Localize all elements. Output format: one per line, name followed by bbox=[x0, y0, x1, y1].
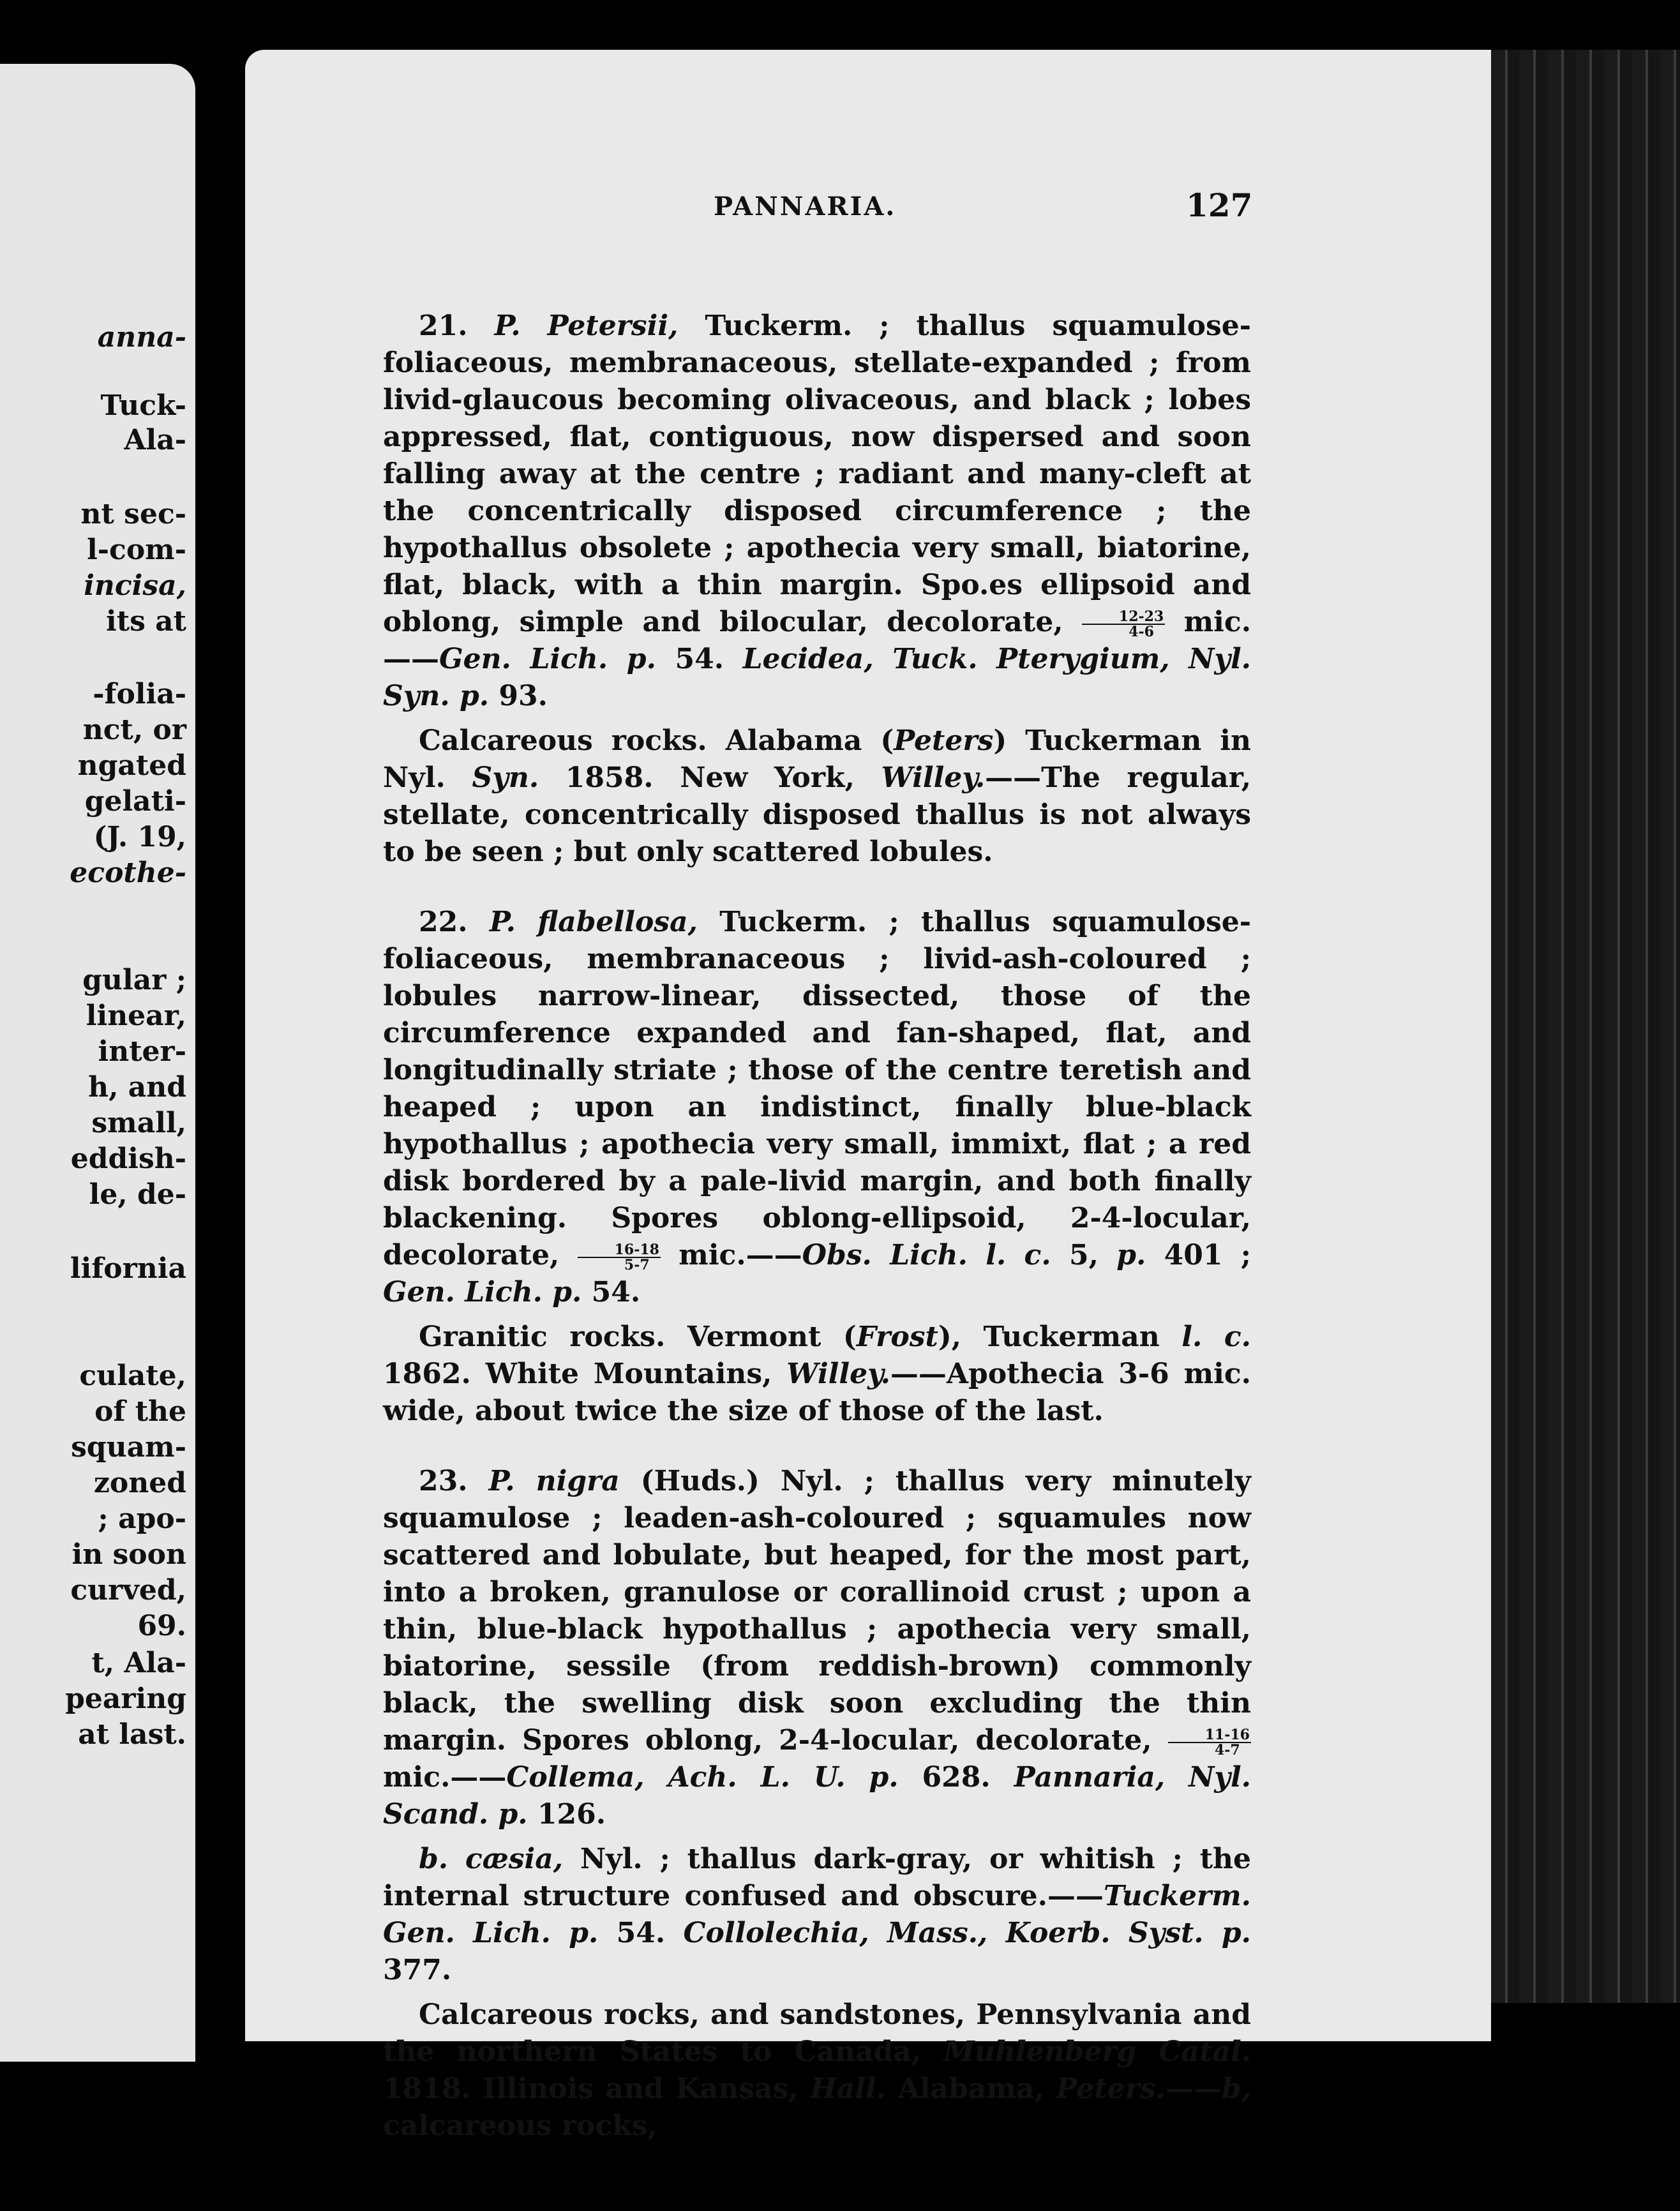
spore-size-fraction bbox=[578, 1243, 661, 1272]
left-page-fragment: incisa, bbox=[84, 569, 186, 602]
left-page-fragment: linear, bbox=[86, 1000, 186, 1032]
fraction-denominator: 5-7 bbox=[624, 1256, 650, 1273]
description-text: Tuckerm. ; thallus squamulose-foliaceous, membranaceous, stellate-expanded ; from livid-glaucous becoming olivaceous, and black ; lobes appressed, flat, contiguous, now dispersed and soon falling away at the centre ; radiant and many-cleft at the concentrically disposed circumference ; the hypothallus obsolete ; apothecia very small, biatorine, flat, black, with a thin margin. Spo.es ellipsoid and oblong, simple and bilocular, decolorate, bbox=[383, 310, 1251, 638]
collector-name: Willey. bbox=[881, 761, 986, 794]
left-page-fragment: ngated bbox=[77, 749, 186, 782]
description-text: 54. bbox=[598, 1917, 684, 1949]
fraction-numerator: 11-16 bbox=[1168, 1728, 1251, 1743]
description-text: Tuckerm. ; thallus squamulose-foliaceous, membranaceous ; livid-ash-coloured ; lobules narrow-linear, dissected, those of the circumference expanded and fan-shaped, flat, and longitudinally striate ; those of the centre teretish and heaped ; upon an indistinct, finally blue-black hypothallus ; apothecia very small, immixt, flat ; a red disk bordered by a pale-livid margin, and both finally blackening. Spores oblong-ellipsoid, 2-4-locular, decolorate, bbox=[383, 906, 1251, 1271]
description-text: 628. bbox=[898, 1761, 1014, 1794]
running-head: PANNARIA. bbox=[714, 191, 897, 221]
description-text: 54. bbox=[581, 1276, 641, 1308]
collector-name: Peters bbox=[894, 724, 994, 757]
left-page-fragment: ; apo- bbox=[98, 1503, 186, 1535]
fraction-numerator: 12-23 bbox=[1082, 610, 1165, 625]
description-text: 126. bbox=[527, 1798, 606, 1831]
entry-number: 22. bbox=[419, 906, 468, 938]
left-page-fragment: small, bbox=[91, 1107, 186, 1139]
entry-number: 23. bbox=[419, 1465, 468, 1497]
left-page-fragment: pearing bbox=[65, 1683, 186, 1715]
collector-name: Peters. bbox=[1056, 2072, 1166, 2105]
left-page-fragment: inter- bbox=[98, 1035, 186, 1068]
locality-text: 1858. New York, bbox=[539, 761, 881, 794]
page-number: 127 bbox=[1186, 186, 1253, 224]
collector-name: Hall. bbox=[810, 2072, 887, 2105]
reference: Gen. Lich. p. bbox=[383, 1276, 582, 1308]
page-body bbox=[383, 308, 1251, 2145]
reference: Collolechia, Mass., Koerb. Syst. p. bbox=[683, 1917, 1251, 1949]
left-page-fragment: ecothe- bbox=[70, 857, 186, 889]
locality-text: Calcareous rocks. Alabama ( bbox=[419, 724, 894, 757]
fraction-denominator: 4-7 bbox=[1214, 1741, 1240, 1758]
locality-text: ——Apothecia 3-6 mic. wide, about twice the size of those of the last. bbox=[383, 1358, 1251, 1427]
entry-23-variety bbox=[383, 1841, 1251, 1989]
spore-size-fraction bbox=[1168, 1728, 1251, 1757]
spore-size-fraction bbox=[1082, 610, 1165, 639]
description-text: mic.—— bbox=[383, 606, 1252, 675]
left-page-fragment: nct, or bbox=[82, 714, 186, 746]
left-page-fragment: 69. bbox=[137, 1610, 186, 1642]
collector-name: Frost bbox=[856, 1321, 938, 1353]
left-page-fragment: curved, bbox=[70, 1574, 186, 1607]
species-name: P. nigra bbox=[488, 1465, 620, 1497]
variety-ref: b, bbox=[1221, 2072, 1251, 2105]
entry-number: 21. bbox=[419, 310, 468, 342]
locality-text: Calcareous rocks, and sandstones, Pennsylvania and the northern States to Canada, bbox=[383, 1998, 1251, 2068]
left-page-fragment: its at bbox=[106, 605, 186, 638]
left-page-fragment: l-com- bbox=[87, 534, 186, 566]
left-page-fragment: t, Ala- bbox=[91, 1647, 186, 1679]
fraction-numerator: 16-18 bbox=[578, 1243, 661, 1258]
species-name: P. Petersii, bbox=[494, 310, 679, 342]
description-text: 93. bbox=[489, 680, 548, 712]
left-page-fragment: Tuck- bbox=[100, 389, 186, 422]
left-page-fragment: culate, bbox=[79, 1360, 186, 1392]
entry-23 bbox=[383, 1463, 1251, 1833]
reference: Collema, Ach. L. U. p. bbox=[506, 1761, 899, 1794]
reference: Tuckerm. Gen. Lich. p. bbox=[383, 1880, 1251, 1949]
left-page-fragment: Ala- bbox=[124, 424, 186, 456]
left-page-fragment: gular ; bbox=[82, 964, 186, 996]
description-text: mic.—— bbox=[660, 1239, 802, 1271]
left-page-fragment: le, de- bbox=[89, 1178, 186, 1211]
left-page-fragment: eddish- bbox=[70, 1143, 186, 1175]
description-text: mic.—— bbox=[383, 1761, 507, 1794]
species-name: P. flabellosa, bbox=[489, 906, 698, 938]
locality-text: —— bbox=[1165, 2072, 1222, 2105]
reference: Lecidea, Tuck. Pterygium, Nyl. Syn. p. bbox=[383, 643, 1251, 712]
left-page-fragment: zoned bbox=[93, 1467, 186, 1499]
locality-text: 1818. Illinois and Kansas, bbox=[383, 2072, 811, 2105]
left-page-fragment: -folia- bbox=[93, 678, 186, 710]
left-page-fragment: squam- bbox=[71, 1431, 186, 1464]
reference: Syn. bbox=[472, 761, 539, 794]
collector-name: Willey. bbox=[786, 1358, 890, 1390]
locality-text: ) Tuckerman in Nyl. bbox=[383, 724, 1251, 794]
left-page-fragment: in soon bbox=[71, 1538, 186, 1571]
locality-text: 1862. White Mountains, bbox=[383, 1358, 787, 1390]
left-page-fragment: h, and bbox=[88, 1071, 186, 1104]
entry-22-locality bbox=[383, 1319, 1251, 1430]
left-page-fragment: lifornia bbox=[70, 1252, 186, 1285]
previous-page bbox=[0, 64, 195, 2062]
reference: l. c. bbox=[1181, 1321, 1252, 1353]
entry-23-locality bbox=[383, 1997, 1251, 2145]
description-text: 401 ; bbox=[1146, 1239, 1251, 1271]
description-text: 5, bbox=[1051, 1239, 1117, 1271]
variety-name: b. cæsia, bbox=[419, 1843, 564, 1875]
locality-text: ——The regular, stellate, concentrically disposed thallus is not always to be seen ; but only scattered lobules. bbox=[383, 761, 1252, 868]
left-page-fragment: at last. bbox=[78, 1718, 186, 1751]
entry-21-locality bbox=[383, 723, 1251, 871]
description-text: (Huds.) Nyl. ; thallus very minutely squamulose ; leaden-ash-coloured ; squamules now scattered and lobulate, but heaped, for the most part, into a broken, granulose or corallinoid crust ; upon a thin, blue-black hypothallus ; apothecia very small, biatorine, sessile (from reddish-brown) commonly black, the swelling disk soon excluding the thin margin. Spores oblong, 2-4-locular, decolorate, bbox=[383, 1465, 1251, 1757]
description-text: 54. bbox=[656, 643, 743, 675]
reference: Obs. Lich. l. c. bbox=[802, 1239, 1051, 1271]
reference: p. bbox=[1116, 1239, 1146, 1271]
locality-text: ), Tuckerman bbox=[938, 1321, 1182, 1353]
reference: Gen. Lich. p. bbox=[439, 643, 656, 675]
left-page-fragment: of the bbox=[94, 1395, 186, 1428]
left-page-fragment: anna- bbox=[97, 321, 186, 354]
left-page-fragment: (J. 19, bbox=[93, 821, 186, 853]
reference: Muhlenberg Catal. bbox=[943, 2035, 1251, 2068]
locality-text: Granitic rocks. Vermont ( bbox=[419, 1321, 857, 1353]
left-page-fragment: gelati- bbox=[84, 785, 186, 818]
reference: Pannaria, Nyl. Scand. p. bbox=[383, 1761, 1251, 1831]
left-page-fragment: nt sec- bbox=[80, 498, 186, 530]
description-text: Nyl. ; thallus dark-gray, or whitish ; the internal structure confused and obscure.—— bbox=[383, 1843, 1252, 1912]
fraction-denominator: 4-6 bbox=[1129, 623, 1154, 640]
entry-22 bbox=[383, 904, 1251, 1311]
entry-21 bbox=[383, 308, 1251, 715]
locality-text: calcareous rocks, bbox=[383, 2110, 657, 2142]
book-edge bbox=[1491, 50, 1680, 2003]
locality-text: Alabama, bbox=[886, 2072, 1056, 2105]
description-text: 377. bbox=[383, 1954, 452, 1986]
